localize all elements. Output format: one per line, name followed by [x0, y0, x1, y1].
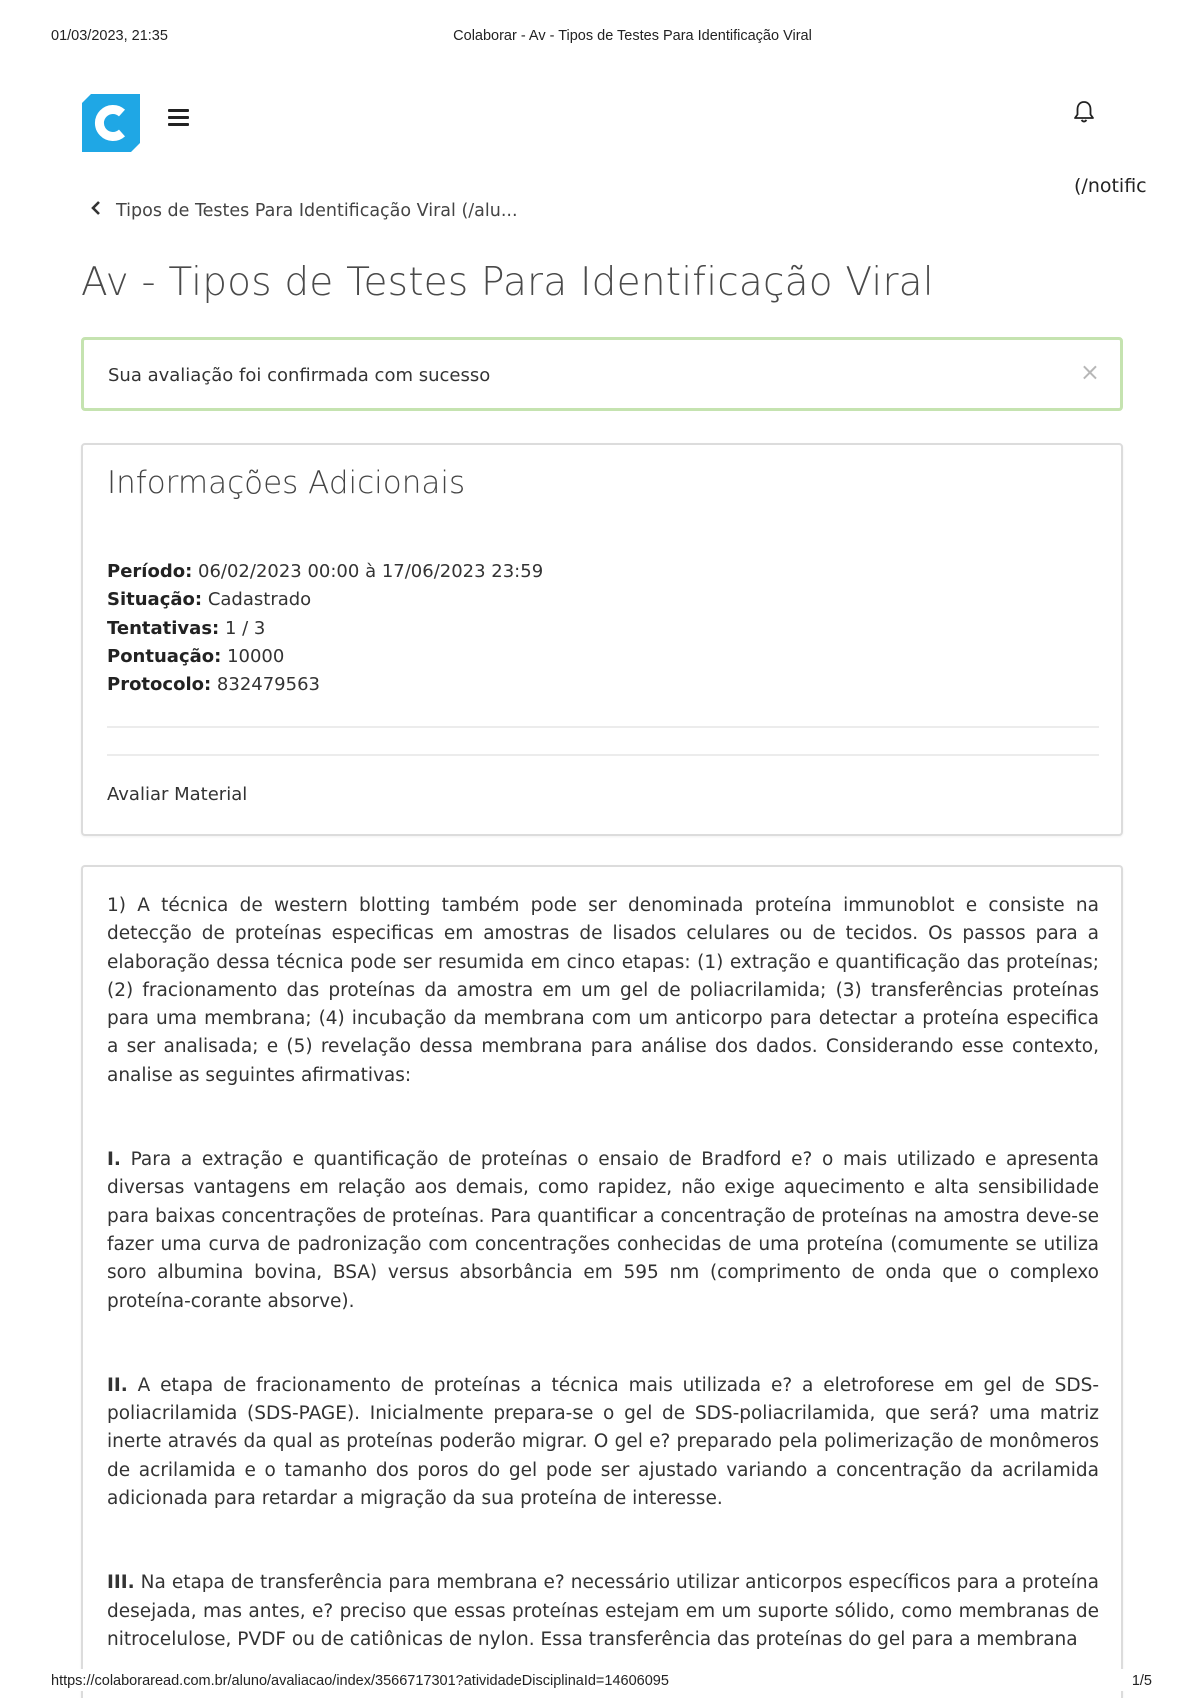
- statement-3: [107, 1569, 1099, 1654]
- statement-2: [107, 1372, 1099, 1513]
- info-row-situacao: [107, 586, 543, 614]
- info-value: 832479563: [216, 674, 320, 696]
- chevron-left-icon: [90, 200, 106, 221]
- info-card: [81, 443, 1123, 836]
- info-label: Protocolo:: [107, 674, 212, 696]
- divider: [107, 754, 1099, 756]
- question-intro: 1) A técnica de western blotting também pode ser denominada proteína immunoblot e consiste na detecção de proteínas especificas em amostras de lisados celulares ou de tecidos. Os passos para a elaboração dessa técnica pode ser resumida em cinco etapas: (1) extração e quantificação das proteínas; (2) fracionamento das proteínas da amostra em um gel de poliacrilamida; (3) transferências proteínas para uma membrana; (4) incubação da membrana com um anticorpo para detectar a proteína especifica a ser analisada; e (5) revelação dessa membrana para análise dos dados. Considerando esse contexto, analise as seguintes afirmativas:: [107, 895, 1099, 1086]
- info-label: Tentativas:: [107, 617, 220, 639]
- info-value: 10000: [227, 645, 285, 667]
- info-value: 06/02/2023 00:00 à 17/06/2023 23:59: [198, 561, 544, 582]
- statement-1: [107, 1146, 1099, 1316]
- notifications-link[interactable]: (/notific: [1074, 175, 1147, 197]
- print-page-number: 1/5: [1131, 1673, 1152, 1689]
- statement-text: Na etapa de transferência para membrana e? necessário utilizar anticorpos específicos para a proteína desejada, mas antes, e? preciso que essas proteínas estejam em um suporte sólido, como membranas de nitrocelulose, PVDF ou de catiônicas de nylon. Essa transferência das proteínas do gel para a membrana: [107, 1572, 1099, 1650]
- print-document-title: Colaborar - Av - Tipos de Testes Para Identificação Viral: [453, 28, 812, 44]
- alert-message: Sua avaliação foi confirmada com sucesso: [108, 365, 491, 386]
- info-card-title: Informações Adicionais: [107, 465, 466, 501]
- statement-numeral: I.: [107, 1149, 121, 1171]
- question-body: [107, 892, 1099, 1654]
- print-footer: [0, 1669, 1200, 1691]
- info-row-protocolo: [107, 671, 543, 699]
- info-row-pontuacao: [107, 643, 543, 671]
- info-label: Período:: [107, 561, 193, 582]
- info-list: [107, 558, 543, 699]
- question-card: [81, 865, 1123, 1698]
- bell-icon[interactable]: [1073, 100, 1095, 124]
- breadcrumb-label: Tipos de Testes Para Identificação Viral (/alu...: [116, 200, 518, 221]
- divider: [107, 726, 1099, 728]
- print-datetime: 01/03/2023, 21:35: [51, 28, 168, 44]
- statement-text: Para a extração e quantificação de proteínas o ensaio de Bradford e? o mais utilizado e apresenta diversas vantagens em relação aos demais, como rapidez, não exige aquecimento e alta sensibilidade para baixas concentrações de proteínas. Para quantificar a concentração de proteínas na amostra deve-se fazer uma curva de padronização com concentrações conhecidas de uma proteína (comumente se utiliza soro albumina bovina, BSA) versus absorbância em 595 nm (comprimento de onda que o complexo proteína-corante absorve).: [107, 1149, 1099, 1312]
- close-icon[interactable]: ×: [1079, 358, 1100, 386]
- info-row-periodo: [107, 558, 543, 586]
- info-label: Pontuação:: [107, 645, 222, 667]
- info-value: 1 / 3: [224, 617, 266, 639]
- print-url: https://colaboraread.com.br/aluno/avaliacao/index/3566717301?atividadeDisciplinaId=14606095: [51, 1673, 669, 1689]
- breadcrumb[interactable]: [90, 200, 518, 221]
- info-label: Situação:: [107, 589, 203, 611]
- statement-numeral: II.: [107, 1374, 128, 1396]
- success-alert: [81, 337, 1123, 411]
- print-header: [0, 28, 1200, 48]
- logo-icon[interactable]: [82, 94, 140, 152]
- page-title: Av - Tipos de Testes Para Identificação Viral: [81, 260, 934, 305]
- statement-numeral: III.: [107, 1572, 135, 1594]
- info-row-tentativas: [107, 615, 543, 643]
- avaliar-material-link[interactable]: Avaliar Material: [107, 784, 248, 805]
- statement-text: A etapa de fracionamento de proteínas a técnica mais utilizada e? a eletroforese em gel de SDS-poliacrilamida (SDS-PAGE). Inicialmente prepara-se o gel de SDS-poliacrilamida, que será? uma matriz inerte através da qual as proteínas poderão migrar. O gel e? preparado pela polimerização de monômeros de acrilamida e o tamanho dos poros do gel pode ser ajustado variando a concentração da acrilamida adicionada para retardar a migração da sua proteína de interesse.: [107, 1374, 1099, 1510]
- hamburger-menu-icon[interactable]: [168, 109, 189, 127]
- info-value: Cadastrado: [207, 589, 312, 611]
